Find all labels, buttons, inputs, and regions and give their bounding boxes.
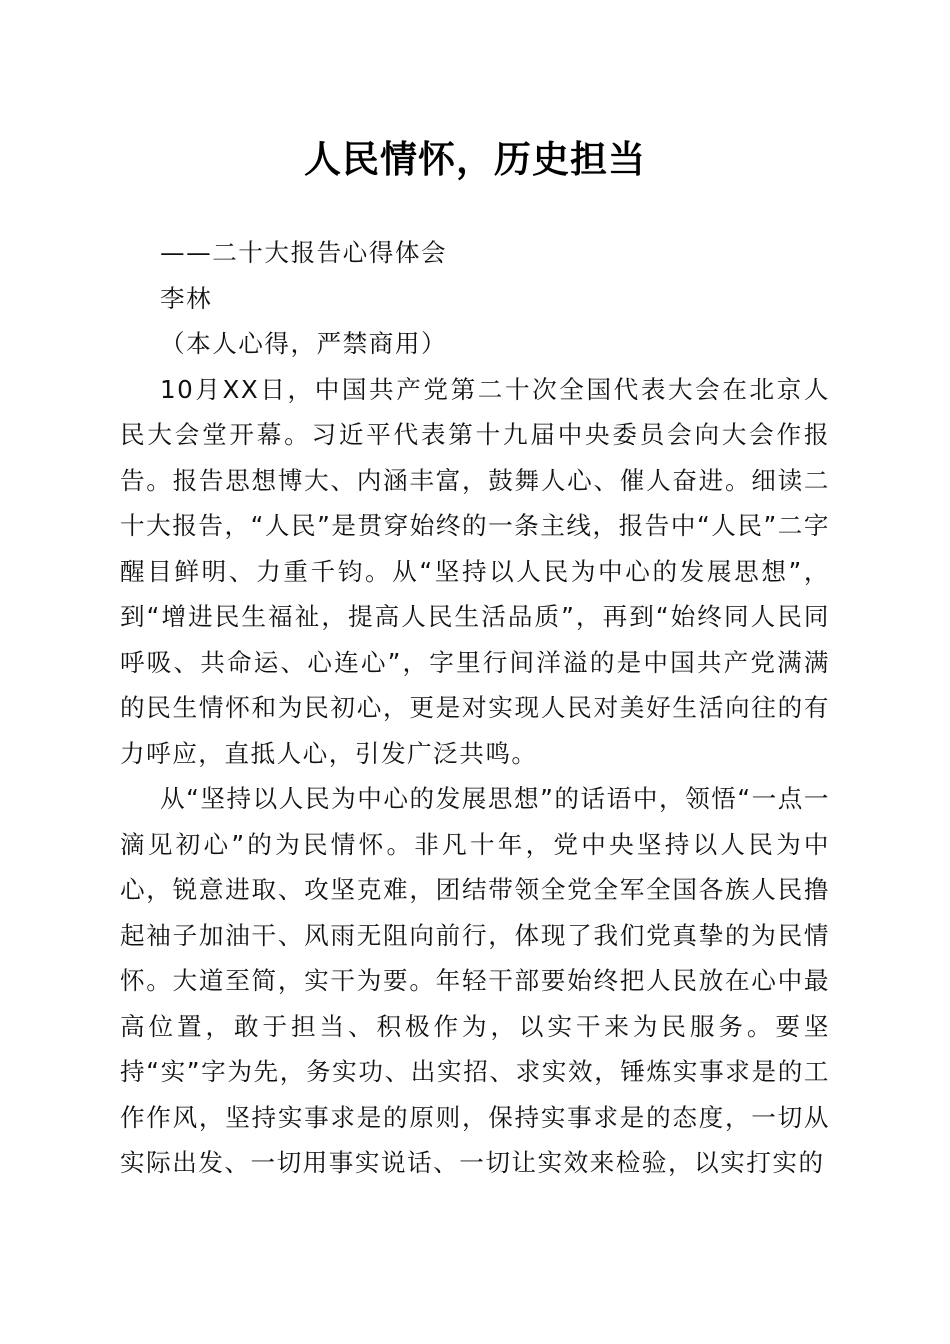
paragraph: 从“坚持以人民为中心的发展思想”的话语中，领悟“一点一滴见初心”的为民情怀。非凡十年，党中央坚持以人民为中心，锐意进取、攻坚克难，团结带领全党全军全国各族人民撸起袖子加油干、风雨无阻向前行，体现了我们党真挚的为民情怀。大道至简，实干为要。年轻干部要始终把人民放在心中最高位置，敢于担当、积极作为，以实干来为民服务。要坚持“实”字为先，务实功、出实招、求实效，锤炼实事求是的工作作风，坚持实事求是的原则，保持实事求是的态度，一切从实际出发、一切用事实说话、一切让实效来检验，以实打实的: [120, 784, 830, 1177]
document-body: [120, 230, 830, 1186]
copyright-note: （本人心得，严禁商用）: [160, 329, 448, 358]
author-name: 李林: [160, 283, 213, 313]
paragraph: 10月XX日，中国共产党第二十次全国代表大会在北京人民大会堂开幕。习近平代表第十九届中央委员会向大会作报告。报告思想博大、内涵丰富，鼓舞人心、催人奋进。细读二十大报告，“人民”是贯穿始终的一条主线，报告中“人民”二字醒目鲜明、力重千钧。从“坚持以人民为中心的发展思想”，到“增进民生福祉，提高人民生活品质”，再到“始终同人民同呼吸、共命运、心连心”，字里行间洋溢的是中国共产党满满的民生情怀和为民初心，更是对实现人民对美好生活向往的有力呼应，直抵人心，引发广泛共鸣。: [120, 374, 830, 768]
subtitle: ——二十大报告心得体会: [160, 238, 448, 267]
page-title: 人民情怀，历史担当: [304, 137, 646, 181]
